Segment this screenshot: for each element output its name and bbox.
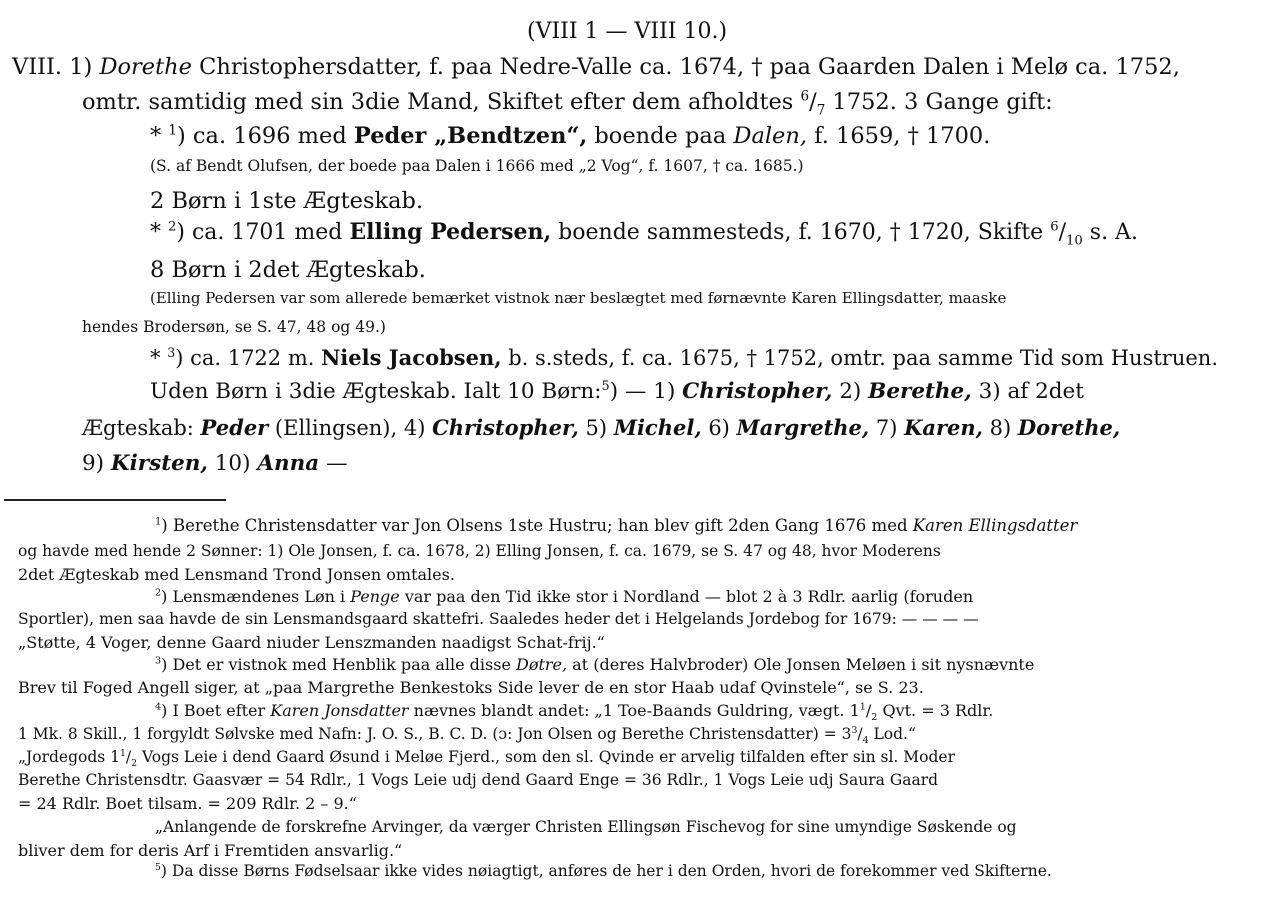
footnote-line: bliver dem for deris Arf i Fremtiden ansvarlig.“ xyxy=(18,841,403,860)
footnote-line: „Støtte, 4 Voger, denne Gaard niuder Lenszmanden naadigst Schat-frij.“ xyxy=(18,633,605,652)
footnote-separator xyxy=(4,499,226,501)
footnote-line: $^1$) Berethe Christensdatter var Jon Olsens 1ste Hustru; han blev gift 2den Gang 1676 med Karen Ellingsdatter xyxy=(155,516,1078,535)
main-line: VIII. 1) Dorethe Christophersdatter, f. paa Nedre-Valle ca. 1674, † paa Gaarden Dalen i Melø ca. 1752, xyxy=(12,54,1180,80)
footnote-line: Brev til Foged Angell siger, at „paa Margrethe Benkestoks Side lever de en stor Haab udaf Qvinstele“, se S. 23. xyxy=(18,678,924,697)
main-line: * $^3$) ca. 1722 m. Niels Jacobsen, b. s.steds, f. ca. 1675, † 1752, omtr. paa samme Tid som Hustruen. xyxy=(150,345,1218,370)
footnote-line: 2det Ægteskab med Lensmand Trond Jonsen omtales. xyxy=(18,565,455,584)
main-line: 9) Kirsten, 10) Anna — xyxy=(82,451,348,476)
main-line: 8 Børn i 2det Ægteskab. xyxy=(150,257,426,283)
footnote-line: „Jordegods $1^1/_2$ Vogs Leie i dend Gaard Øsund i Meløe Fjerd., som den sl. Qvinde er arvelig tilfalden efter sin sl. Moder xyxy=(18,747,955,770)
main-line: 2 Børn i 1ste Ægteskab. xyxy=(150,188,424,214)
footnote-line: $^4$) I Boet efter Karen Jonsdatter nævnes blandt andet: „1 Toe-Baands Guldring, vægt. $1^1/_2$ Qvt. = 3 Rdlr. xyxy=(155,701,994,724)
footnote-line: $^2$) Lensmændenes Løn i Penge var paa den Tid ikke stor i Nordland — blot 2 à 3 Rdlr. aarlig (foruden xyxy=(155,587,974,606)
main-line: * $^1$) ca. 1696 med Peder „Bendtzen“, boende paa Dalen, f. 1659, † 1700. xyxy=(150,122,991,149)
footnote-line: $^3$) Det er vistnok med Henblik paa alle disse Døtre, at (deres Halvbroder) Ole Jonsen Meløen i sit nysnævnte xyxy=(155,655,1035,674)
main-line: omtr. samtidig med sin 3die Mand, Skiftet efter dem afholdtes $^6/_7$ 1752. 3 Gange gift: xyxy=(82,88,1053,119)
main-line: Uden Børn i 3die Ægteskab. Ialt 10 Børn:$^5$) — 1) Christopher, 2) Berethe, 3) af 2det xyxy=(150,378,1084,404)
footnote-line: og havde med hende 2 Sønner: 1) Ole Jonsen, f. ca. 1678, 2) Elling Jonsen, f. ca. 1679, se S. 47 og 48, hvor Moderens xyxy=(18,542,941,560)
footnote-line: Sportler), men saa havde de sin Lensmandsgaard skattefri. Saaledes heder det i Helgelands Jordebog for 1679: — — — — xyxy=(18,610,979,628)
footnote-line: 1 Mk. 8 Skill., 1 forgyldt Sølvske med Nafn: J. O. S., B. C. D. (ɔ: Jon Olsen og Berethe Christensdatter) = $3^3/_4$ Lod.“ xyxy=(18,724,916,747)
main-line: Ægteskab: Peder (Ellingsen), 4) Christopher, 5) Michel, 6) Margrethe, 7) Karen, 8) Dorethe, xyxy=(82,415,1121,440)
main-line: * $^2$) ca. 1701 med Elling Pedersen, boende sammesteds, f. 1670, † 1720, Skifte $^6/_{10}$ s. A. xyxy=(150,219,1138,249)
main-line: hendes Brodersøn, se S. 47, 48 og 49.) xyxy=(82,318,386,336)
page-range-header: (VIII 1 — VIII 10.) xyxy=(527,19,728,44)
main-line: (Elling Pedersen var som allerede bemærket vistnok nær beslægtet med førnævnte Karen Ellingsdatter, maaske xyxy=(150,289,1007,307)
footnote-line: Berethe Christensdtr. Gaasvær = 54 Rdlr., 1 Vogs Leie udj dend Gaard Enge = 36 Rdlr., 1 Vogs Leie udj Saura Gaard xyxy=(18,771,939,789)
main-line: (S. af Bendt Olufsen, der boede paa Dalen i 1666 med „2 Vog“, f. 1607, † ca. 1685.) xyxy=(150,157,804,175)
footnote-line: = 24 Rdlr. Boet tilsam. = 209 Rdlr. 2 – 9.“ xyxy=(18,794,357,813)
footnote-line: $^5$) Da disse Børns Fødselsaar ikke vides nøiagtigt, anføres de her i den Orden, hvori de forekommer ved Skifterne. xyxy=(155,861,1052,880)
footnote-line: „Anlangende de forskrefne Arvinger, da værger Christen Ellingsøn Fischevog for sine umyndige Søskende og xyxy=(155,818,1017,836)
